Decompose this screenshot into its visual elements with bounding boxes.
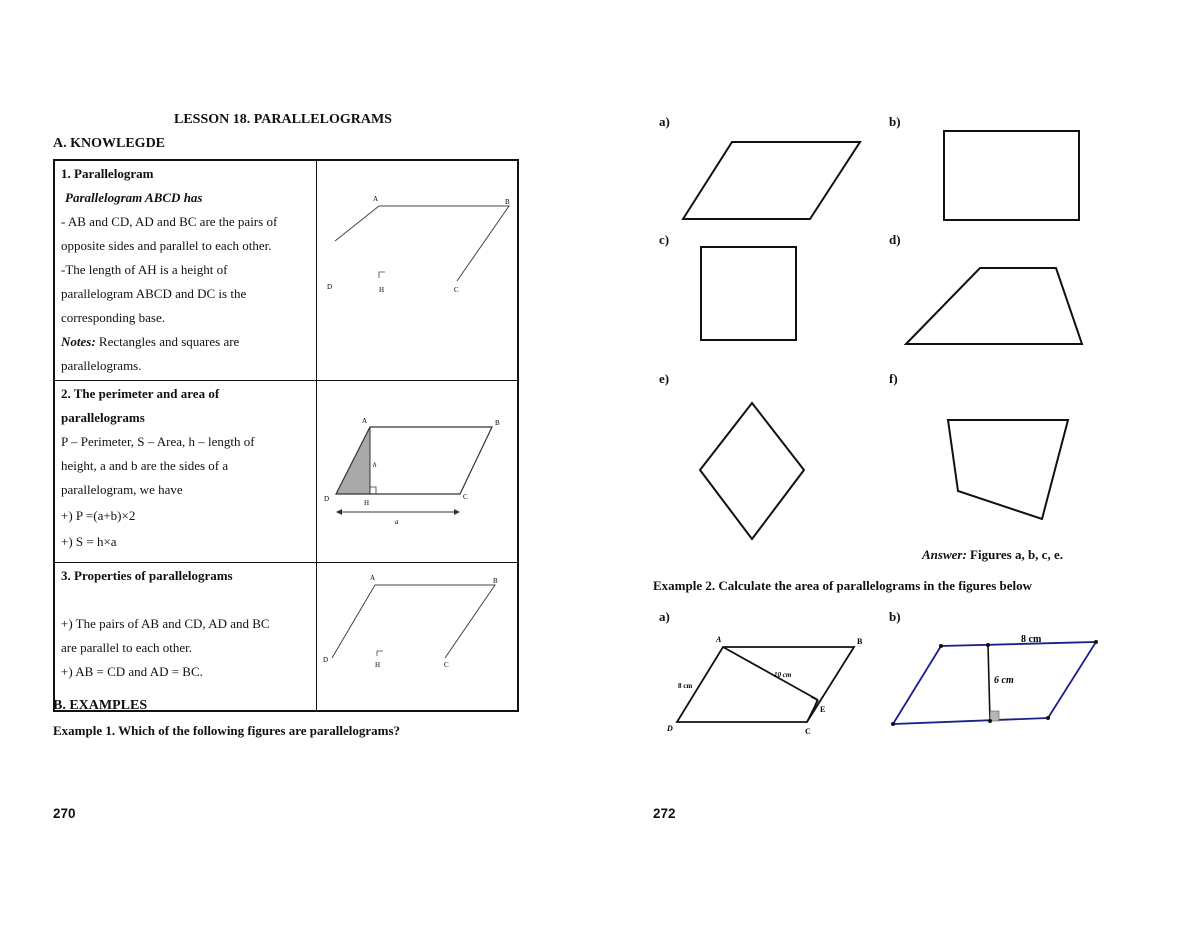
- box1-line: parallelogram ABCD and DC is the: [61, 286, 247, 301]
- box1-line: corresponding base.: [61, 310, 165, 325]
- figure-outline: [335, 206, 509, 281]
- ex2a-figure: [660, 628, 880, 738]
- ex2-label-b: b): [889, 609, 901, 624]
- area-formula: +) S = h×a: [61, 534, 117, 549]
- ex2a-diagonal: [723, 647, 818, 700]
- ex2b-height-line: [988, 645, 990, 721]
- label-base-a: a: [395, 518, 399, 526]
- ex2-label-a: a): [659, 609, 670, 624]
- figure-d-trapezoid: [906, 268, 1082, 344]
- page-number-right: 272: [653, 806, 676, 821]
- box2-line: parallelogram, we have: [61, 482, 183, 497]
- label-c: C: [805, 727, 811, 736]
- label-top: 8 cm: [1021, 634, 1042, 645]
- figure-label-f: f): [889, 371, 898, 386]
- label-diag: 10 cm: [774, 671, 792, 679]
- box1-line: -The length of AH is a height of: [61, 262, 228, 277]
- right-angle-mark: [990, 711, 999, 721]
- figure-e-rhombus: [700, 403, 804, 539]
- knowledge-table: [53, 159, 519, 712]
- example1-figures: [640, 120, 1180, 550]
- box1-figure-cell: [317, 160, 519, 381]
- box3-text-cell: [54, 563, 317, 712]
- box1-text-cell: [54, 160, 317, 381]
- box1-subheading: Parallelogram ABCD has: [65, 190, 203, 205]
- properties-figure: [317, 563, 517, 705]
- lesson-title: LESSON 18. PARALLELOGRAMS: [174, 112, 392, 127]
- answer-line: [922, 543, 1063, 567]
- label-d: D: [667, 724, 673, 733]
- label-c: C: [444, 661, 449, 669]
- label-a: A: [716, 635, 722, 644]
- perimeter-formula: +) P =(a+b)×2: [61, 508, 136, 523]
- figure-f-quadrilateral: [948, 420, 1068, 519]
- section-a-heading: A. KNOWLEGDE: [53, 136, 166, 151]
- figure-label-e: e): [659, 371, 670, 386]
- figure-label-a: a): [659, 114, 670, 129]
- right-angle-mark: [370, 487, 376, 494]
- section-b-heading: B. EXAMPLES: [53, 698, 148, 713]
- label-height: 6 cm: [994, 675, 1014, 686]
- box2-line: height, a and b are the sides of a: [61, 458, 229, 473]
- arrow-head-left: [336, 509, 342, 515]
- box2-figure-cell: [317, 381, 519, 563]
- label-d: D: [327, 283, 333, 291]
- label-a: A: [370, 574, 376, 582]
- figure-label-b: b): [889, 114, 901, 129]
- label-c: C: [454, 286, 459, 294]
- label-b: B: [505, 198, 510, 206]
- label-d: D: [324, 495, 330, 503]
- box3-figure-cell: [317, 563, 519, 712]
- box3-heading: 3. Properties of parallelograms: [61, 568, 233, 583]
- ex2a-parallelogram: [677, 647, 854, 722]
- label-e: E: [820, 705, 826, 714]
- box1-line: opposite sides and parallel to each other.: [61, 238, 272, 253]
- box1-note: [61, 330, 310, 354]
- label-side: 8 cm: [678, 682, 693, 690]
- label-a: A: [362, 417, 368, 425]
- box3-line: +) AB = CD and AD = BC.: [61, 664, 203, 679]
- figure-label-d: d): [889, 232, 901, 247]
- box2-text-cell: [54, 381, 317, 563]
- label-b: B: [493, 577, 498, 585]
- box1-line: - AB and CD, AD and BC are the pairs of: [61, 214, 278, 229]
- perimeter-area-figure: [317, 381, 517, 557]
- label-height-h: h: [373, 461, 377, 469]
- label-a: A: [373, 195, 379, 203]
- box2-heading: 2. The perimeter and area of: [61, 386, 220, 401]
- answer-text: Figures a, b, c, e.: [966, 547, 1063, 562]
- box3-line: +) The pairs of AB and CD, AD and BC: [61, 616, 270, 631]
- answer-label: Answer:: [922, 547, 967, 562]
- page-number-left: 270: [53, 806, 76, 821]
- label-b: B: [857, 637, 863, 646]
- label-b: B: [495, 419, 500, 427]
- figure-c-square: [701, 247, 796, 340]
- box2-line: P – Perimeter, S – Area, h – length of: [61, 434, 255, 449]
- figure-b-rectangle: [944, 131, 1079, 220]
- example-1-text: Example 1. Which of the following figures are parallelograms?: [53, 723, 401, 738]
- parallelogram-abcd-figure: [317, 161, 517, 375]
- label-h: H: [379, 286, 385, 294]
- figure-label-c: c): [659, 232, 670, 247]
- note-text: Rectangles and squares are: [95, 334, 240, 349]
- box2-heading-cont: parallelograms: [61, 410, 145, 425]
- example-2-text: Example 2. Calculate the area of parallelograms in the figures below: [653, 578, 1033, 593]
- arrow-head-right: [454, 509, 460, 515]
- figure-a-parallelogram: [683, 142, 860, 219]
- label-h: H: [375, 661, 381, 669]
- right-angle-mark: [377, 651, 383, 656]
- box3-line: are parallel to each other.: [61, 640, 193, 655]
- label-d: D: [323, 656, 329, 664]
- label-c: C: [463, 493, 468, 501]
- label-h: H: [364, 499, 370, 507]
- note-label: Notes:: [61, 334, 96, 349]
- ex2a-height: [807, 700, 818, 722]
- box1-heading: 1. Parallelogram: [61, 166, 154, 181]
- ex2b-figure: [885, 628, 1110, 733]
- box1-note-cont: parallelograms.: [61, 358, 142, 373]
- figure-outline: [332, 585, 495, 658]
- right-angle-mark: [379, 272, 385, 278]
